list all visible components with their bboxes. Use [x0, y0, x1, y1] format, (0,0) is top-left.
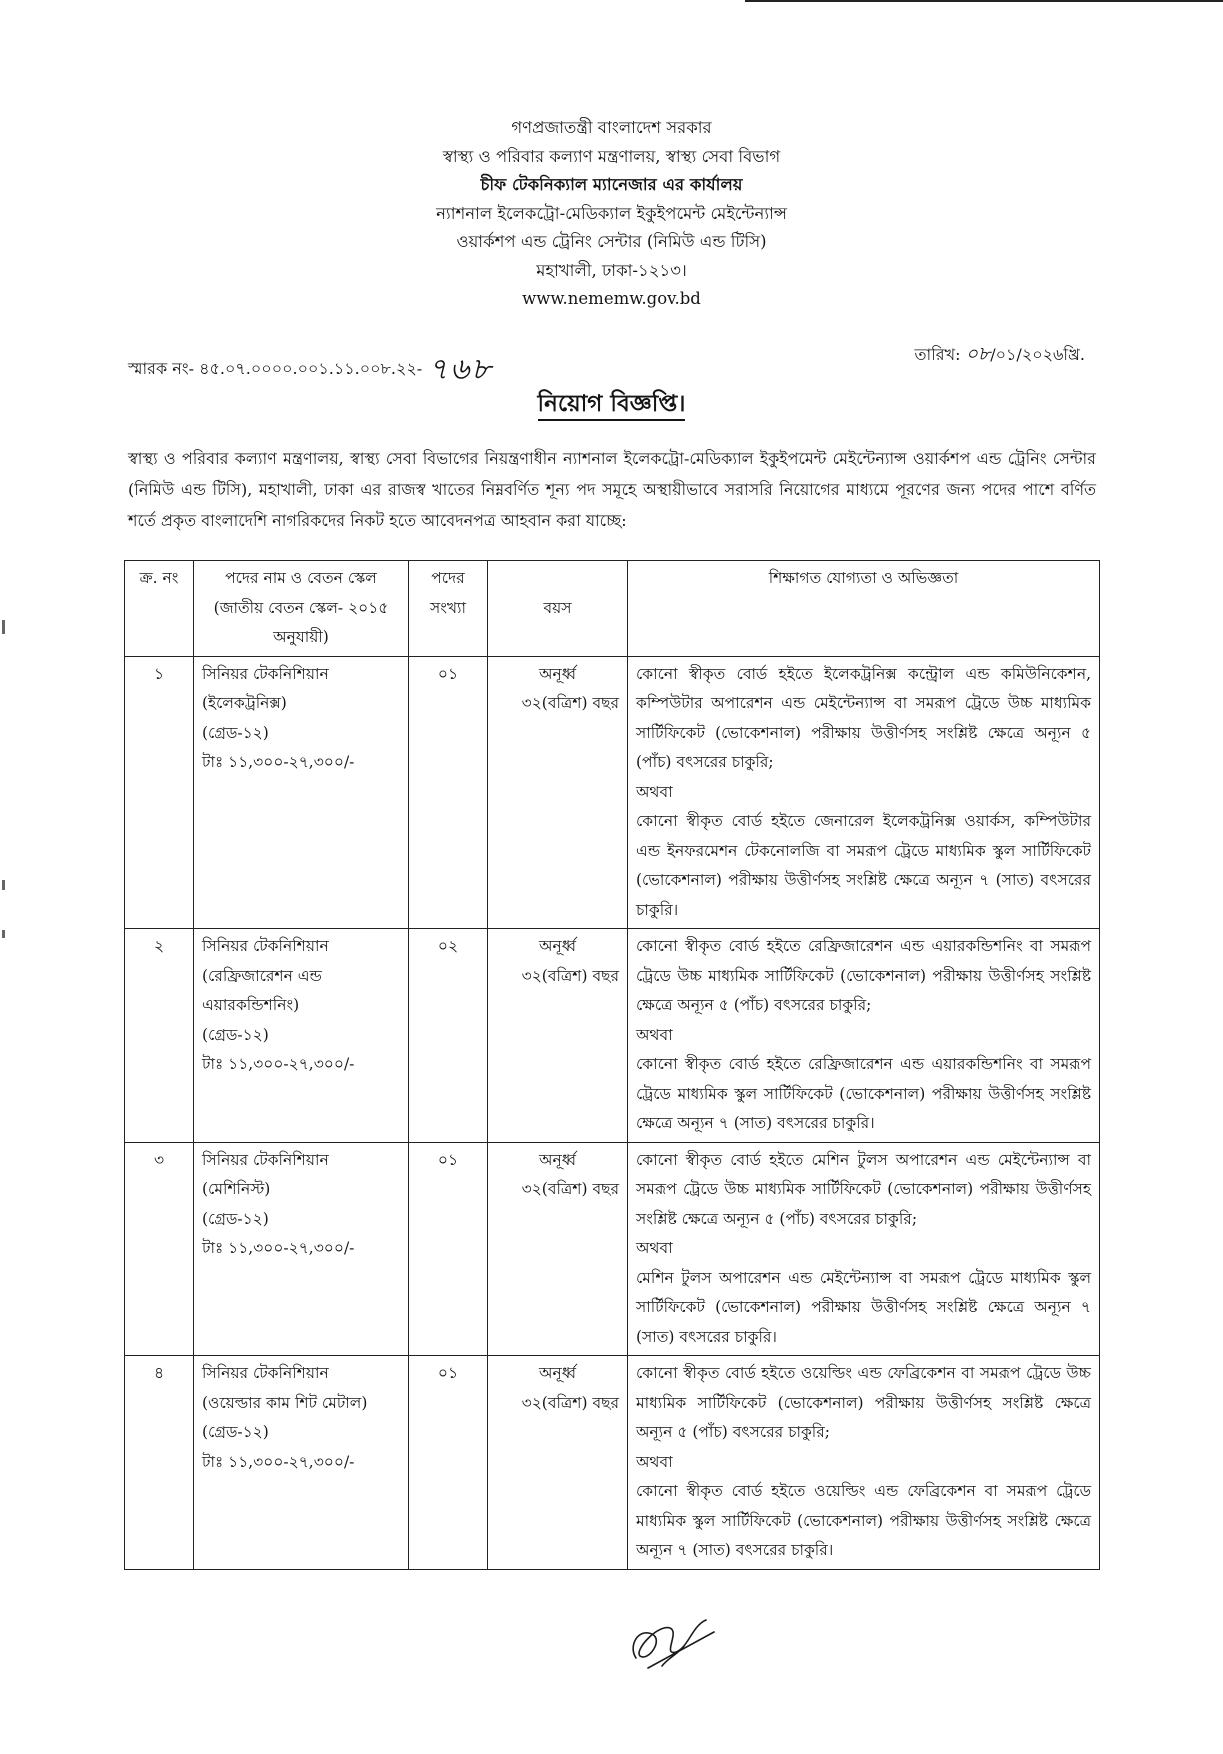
intro-paragraph: স্বাস্থ্য ও পরিবার কল্যাণ মন্ত্রণালয়, স্বাস্থ্য সেবা বিভাগের নিয়ন্ত্রণাধীন ন্যাশনাল ইলেকট্রো-মেডিক্যাল ইকুইপমেন্ট মেইন্টেন্যান্স ওয়ার্কশপ এন্ড ট্রেনিং সেন্টার (নিমিউ এন্ড টিসি), মহাখালী, ঢাকা এর রাজস্ব খাতের নিম্নবর্ণিত শূন্য পদ সমূহে অস্থায়ীভাবে সরাসরি নিয়োগের মাধ্যমে পূরণের জন্য পদের পাশে বর্ণিত শর্তে প্রকৃত বাংলাদেশি নাগরিকদের নিকট হতে আবেদনপত্র আহবান করা যাচ্ছে:	[128, 449, 1096, 530]
table-header-row	[125, 561, 1100, 657]
date-rest: /০১/২০২৬খ্রি.	[990, 345, 1085, 364]
row-post-name	[194, 1142, 409, 1356]
post-trade: (ইলেকট্রনিক্স)	[202, 694, 287, 712]
header-line-org-name-cont: ওয়ার্কশপ এন্ড ট্রেনিং সেন্টার (নিমিউ এন্ড টিসি)	[456, 232, 767, 251]
row-serial: ৪	[125, 1356, 194, 1570]
post-grade: (গ্রেড-১২)	[202, 1209, 269, 1228]
posts-table	[124, 560, 1100, 1570]
post-salary: টাঃ ১১,৩০০-২৭,৩০০/-	[202, 1055, 355, 1073]
header-post-count: পদের সংখ্যা	[409, 561, 488, 657]
row-age	[488, 929, 628, 1143]
post-title: সিনিয়র টেকনিশিয়ান	[202, 1150, 329, 1169]
table-row	[125, 929, 1100, 1143]
row-qualification	[628, 656, 1100, 929]
age-label: অনূর্ধ্ব	[539, 1364, 576, 1382]
qualification-alternative: কোনো স্বীকৃত বোর্ড হইতে রেফ্রিজারেশন এন্ড এয়ারকন্ডিশনিং বা সমরূপ ট্রেডে মাধ্যমিক স্কুল সার্টিফিকেট (ভোকেশনাল) পরীক্ষায় উত্তীর্ণসহ সংশ্লিষ্ট ক্ষেত্রে অন্যূন ৭ (সাত) বৎসরের চাকুরি।	[636, 1055, 1091, 1132]
post-title: সিনিয়র টেকনিশিয়ান	[202, 1364, 329, 1382]
age-value: ৩২(বত্রিশ) বছর	[521, 966, 619, 985]
qualification-primary: কোনো স্বীকৃত বোর্ড হইতে মেশিন টুলস অপারেশন এন্ড মেইন্টেন্যান্স বা সমরূপ ট্রেডে উচ্চ মাধ্যমিক সার্টিফিকেট (ভোকেশনাল) পরীক্ষায় উত্তীর্ণসহ সংশ্লিষ্ট ক্ষেত্রে অন্যূন ৫ (পাঁচ) বৎসরের চাকুরি;	[636, 1150, 1091, 1228]
post-grade: (গ্রেড-১২)	[202, 723, 269, 742]
qualification-primary: কোনো স্বীকৃত বোর্ড হইতে রেফ্রিজারেশন এন্ড এয়ারকন্ডিশনিং বা সমরূপ ট্রেডে উচ্চ মাধ্যমিক সার্টিফিকেট (ভোকেশনাল) পরীক্ষায় উত্তীর্ণসহ সংশ্লিষ্ট ক্ষেত্রে অন্যূন ৫ (পাঁচ) বৎসরের চাকুরি;	[636, 937, 1091, 1014]
post-trade: (রেফ্রিজারেশন এন্ড এয়ারকন্ডিশনিং)	[202, 966, 322, 1014]
post-title: সিনিয়র টেকনিশিয়ান	[202, 937, 329, 955]
post-grade: (গ্রেড-১২)	[202, 1025, 269, 1044]
office-header	[0, 114, 1223, 314]
margin-mark	[2, 880, 5, 890]
age-label: অনূর্ধ্ব	[539, 1150, 576, 1169]
qualification-primary: কোনো স্বীকৃত বোর্ড হইতে ওয়েল্ডিং এন্ড ফেব্রিকেশন বা সমরূপ ট্রেডে উচ্চ মাধ্যমিক সার্টিফিকেট (ভোকেশনাল) পরীক্ষায় উত্তীর্ণসহ সংশ্লিষ্ট ক্ষেত্রে অন্যূন ৫ (পাঁচ) বৎসরের চাকুরি;	[636, 1364, 1091, 1441]
header-post-name: পদের নাম ও বেতন স্কেল (জাতীয় বেতন স্কেল- ২০১৫ অনুযায়ী)	[194, 561, 409, 657]
row-post-count: ০১	[409, 656, 488, 929]
header-line-address: মহাখালী, ঢাকা-১২১৩।	[536, 260, 687, 280]
row-post-name	[194, 1356, 409, 1570]
age-value: ৩২(বত্রিশ) বছর	[521, 1393, 619, 1412]
row-age	[488, 1142, 628, 1356]
table-row	[125, 656, 1100, 929]
row-post-name	[194, 929, 409, 1143]
row-serial: ৩	[125, 1142, 194, 1356]
notice-title	[0, 385, 1223, 424]
memo-number-handwritten: ৭৬৮	[428, 352, 493, 387]
post-trade: (মেশিনিস্ট)	[202, 1180, 271, 1198]
qualification-alternative: কোনো স্বীকৃত বোর্ড হইতে জেনারেল ইলেকট্রনিক্স ওয়ার্কস, কম্পিউটার এন্ড ইনফরমেশন টেকনোলজি বা সমরূপ ট্রেডে মাধ্যমিক স্কুল সার্টিফিকেট (ভোকেশনাল) পরীক্ষায় উত্তীর্ণসহ সংশ্লিষ্ট ক্ষেত্রে অন্যূন ৭ (সাত) বৎসরের চাকুরি।	[636, 812, 1091, 919]
age-value: ৩২(বত্রিশ) বছর	[521, 694, 619, 712]
row-post-count: ০১	[409, 1142, 488, 1356]
memo-date	[915, 340, 1085, 372]
age-label: অনূর্ধ্ব	[539, 937, 576, 955]
post-salary: টাঃ ১১,৩০০-২৭,৩০০/-	[202, 1239, 355, 1257]
header-qualification: শিক্ষাগত যোগ্যতা ও অভিজ্ঞতা	[628, 561, 1100, 657]
qualification-alternative: কোনো স্বীকৃত বোর্ড হইতে ওয়েল্ডিং এন্ড ফেব্রিকেশন বা সমরূপ ট্রেডে মাধ্যমিক স্কুল সার্টিফিকেট (ভোকেশনাল) পরীক্ষায় উত্তীর্ণসহ সংশ্লিষ্ট ক্ষেত্রে অন্যূন ৭ (সাত) বৎসরের চাকুরি।	[636, 1482, 1091, 1559]
qualification-or: অথবা	[636, 1239, 673, 1257]
post-grade: (গ্রেড-১২)	[202, 1423, 269, 1441]
row-post-name	[194, 656, 409, 929]
row-qualification	[628, 1142, 1100, 1356]
table-row	[125, 1142, 1100, 1356]
qualification-primary: কোনো স্বীকৃত বোর্ড হইতে ইলেকট্রনিক্স কন্ট্রোল এন্ড কমিউনিকেশন, কম্পিউটার অপারেশন এন্ড মেইন্টেন্যান্স বা সমরূপ ট্রেডে উচ্চ মাধ্যমিক সার্টিফিকেট (ভোকেশনাল) পরীক্ষায় উত্তীর্ণসহ সংশ্লিষ্ট ক্ষেত্রে অন্যূন ৫ (পাঁচ) বৎসরের চাকুরি;	[636, 664, 1091, 771]
age-value: ৩২(বত্রিশ) বছর	[521, 1180, 619, 1198]
row-age	[488, 656, 628, 929]
header-line-ministry: স্বাস্থ্য ও পরিবার কল্যাণ মন্ত্রণালয়, স্বাস্থ্য সেবা বিভাগ	[442, 146, 781, 166]
header-serial: ক্র. নং	[125, 561, 194, 657]
notice-title-text: নিয়োগ বিজ্ঞপ্তি।	[538, 390, 686, 421]
memo-number-label: স্মারক নং- ৪৫.০৭.০০০০.০০১.১১.০০৮.২২-	[128, 359, 423, 378]
header-line-website: www.nememw.gov.bd	[522, 289, 701, 308]
row-post-count: ০১	[409, 1356, 488, 1570]
memo-row	[128, 332, 1085, 387]
qualification-alternative: মেশিন টুলস অপারেশন এন্ড মেইন্টেন্যান্স বা সমরূপ ট্রেডে মাধ্যমিক স্কুল সার্টিফিকেট (ভোকেশনাল) পরীক্ষায় উত্তীর্ণসহ সংশ্লিষ্ট ক্ষেত্রে অন্যূন ৭ (সাত) বৎসরের চাকুরি।	[636, 1268, 1091, 1346]
margin-mark	[2, 930, 5, 938]
post-salary: টাঃ ১১,৩০০-২৭,৩০০/-	[202, 1452, 355, 1471]
row-post-count: ০২	[409, 929, 488, 1143]
qualification-or: অথবা	[636, 1025, 673, 1044]
row-qualification	[628, 929, 1100, 1143]
qualification-or: অথবা	[636, 782, 673, 801]
age-label: অনূর্ধ্ব	[539, 664, 576, 683]
signature-mark	[618, 1606, 728, 1676]
header-line-government: গণপ্রজাতন্ত্রী বাংলাদেশ সরকার	[511, 118, 712, 137]
header-line-office: চীফ টেকনিক্যাল ম্যানেজার এর কার্যালয়	[480, 175, 743, 194]
row-serial: ১	[125, 656, 194, 929]
post-trade: (ওয়েল্ডার কাম শিট মেটাল)	[202, 1393, 368, 1412]
margin-mark	[2, 620, 5, 634]
row-serial: ২	[125, 929, 194, 1143]
header-line-org-name: ন্যাশনাল ইলেকট্রো-মেডিক্যাল ইকুইপমেন্ট মেইন্টেন্যান্স	[436, 203, 787, 223]
post-salary: টাঃ ১১,৩০০-২৭,৩০০/-	[202, 753, 355, 771]
row-age	[488, 1356, 628, 1570]
header-age: বয়স	[488, 561, 628, 657]
memo-number	[128, 340, 493, 391]
post-title: সিনিয়র টেকনিশিয়ান	[202, 664, 329, 683]
row-qualification	[628, 1356, 1100, 1570]
date-label: তারিখ:	[914, 345, 961, 364]
table-row	[125, 1356, 1100, 1570]
page-top-rule	[745, 0, 1223, 2]
date-day-handwritten: ০৮	[965, 343, 991, 365]
qualification-or: অথবা	[636, 1452, 673, 1471]
